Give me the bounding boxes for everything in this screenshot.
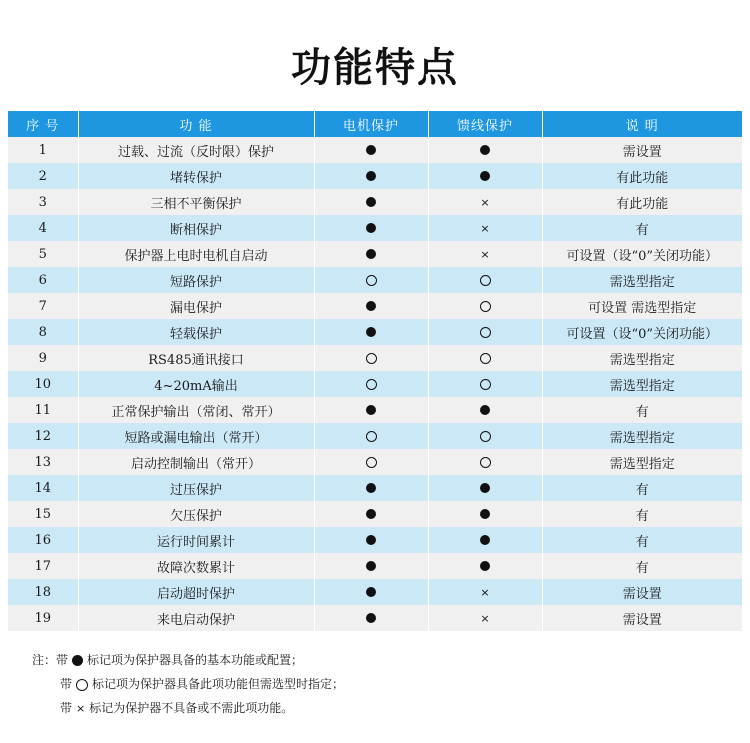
- hollow-circle-icon: [366, 457, 377, 468]
- cell-feeder-protection: [428, 397, 542, 423]
- cell-feeder-protection: [428, 163, 542, 189]
- cell-motor-protection: [314, 189, 428, 215]
- filled-circle-icon: [366, 327, 376, 337]
- cell-function: 启动超时保护: [78, 579, 314, 605]
- filled-circle-icon: [366, 535, 376, 545]
- cell-motor-protection: [314, 397, 428, 423]
- cell-function: 欠压保护: [78, 501, 314, 527]
- hollow-circle-icon: [480, 327, 491, 338]
- cell-description: 需选型指定: [542, 267, 742, 293]
- table-row: [8, 345, 742, 371]
- cell-description: 有: [542, 475, 742, 501]
- cell-description: 有: [542, 215, 742, 241]
- hollow-circle-icon: [480, 379, 491, 390]
- cell-description: 有此功能: [542, 189, 742, 215]
- cell-function: 轻载保护: [78, 319, 314, 345]
- table-row: [8, 241, 742, 267]
- cell-function: 三相不平衡保护: [78, 189, 314, 215]
- cell-description: 有: [542, 553, 742, 579]
- table-row: [8, 189, 742, 215]
- table-row: [8, 267, 742, 293]
- cell-motor-protection: [314, 163, 428, 189]
- cell-function: 过压保护: [78, 475, 314, 501]
- hollow-circle-icon: [76, 679, 88, 691]
- table-row: [8, 137, 742, 163]
- cell-description: 需设置: [542, 137, 742, 163]
- cell-no: 7: [8, 293, 78, 319]
- cell-motor-protection: [314, 579, 428, 605]
- table-row: [8, 423, 742, 449]
- cell-feeder-protection: [428, 449, 542, 475]
- legend-note-text: 标记为保护器不具备或不需此项功能。: [89, 701, 294, 715]
- cell-feeder-protection: [428, 241, 542, 267]
- hollow-circle-icon: [366, 379, 377, 390]
- cell-feeder-protection: [428, 423, 542, 449]
- cell-motor-protection: [314, 215, 428, 241]
- cell-no: 2: [8, 163, 78, 189]
- filled-circle-icon: [366, 587, 376, 597]
- cell-description: 需设置: [542, 579, 742, 605]
- cell-description: 有: [542, 501, 742, 527]
- filled-circle-icon: [366, 613, 376, 623]
- table-row: [8, 163, 742, 189]
- cell-description: 需选型指定: [542, 371, 742, 397]
- cell-description: 有此功能: [542, 163, 742, 189]
- hollow-circle-icon: [366, 431, 377, 442]
- cell-description: 需选型指定: [542, 449, 742, 475]
- filled-circle-icon: [366, 171, 376, 181]
- filled-circle-icon: [480, 171, 490, 181]
- cell-feeder-protection: [428, 579, 542, 605]
- legend-note-text: 标记项为保护器具备此项功能但需选型时指定；: [92, 677, 345, 691]
- filled-circle-icon: [366, 509, 376, 519]
- legend-note-prefix: 带: [60, 677, 73, 691]
- filled-circle-icon: [366, 301, 376, 311]
- legend-note: [32, 696, 344, 720]
- cell-no: 17: [8, 553, 78, 579]
- cell-feeder-protection: [428, 215, 542, 241]
- cross-icon: ×: [480, 221, 490, 235]
- cell-feeder-protection: [428, 605, 542, 631]
- cell-feeder-protection: [428, 345, 542, 371]
- cell-no: 15: [8, 501, 78, 527]
- cell-motor-protection: [314, 345, 428, 371]
- legend-note-prefix: 带: [60, 701, 73, 715]
- cell-motor-protection: [314, 319, 428, 345]
- legend-note-prefix: 注：带: [32, 653, 69, 667]
- cell-motor-protection: [314, 527, 428, 553]
- table-row: [8, 475, 742, 501]
- cross-icon: ×: [76, 702, 86, 715]
- cell-function: 故障次数累计: [78, 553, 314, 579]
- cell-no: 14: [8, 475, 78, 501]
- cell-function: 保护器上电时电机自启动: [78, 241, 314, 267]
- header-motor-protection: 电机保护: [314, 111, 428, 137]
- filled-circle-icon: [480, 405, 490, 415]
- cell-function: 过载、过流（反时限）保护: [78, 137, 314, 163]
- table-header-row: [8, 111, 742, 137]
- hollow-circle-icon: [480, 301, 491, 312]
- cell-no: 13: [8, 449, 78, 475]
- cell-no: 18: [8, 579, 78, 605]
- filled-circle-icon: [480, 561, 490, 571]
- cell-description: 有: [542, 527, 742, 553]
- cell-feeder-protection: [428, 371, 542, 397]
- cell-function: 短路或漏电输出（常开）: [78, 423, 314, 449]
- cell-motor-protection: [314, 241, 428, 267]
- cell-motor-protection: [314, 605, 428, 631]
- page-title: 功能特点: [291, 45, 459, 91]
- legend-note: [32, 648, 344, 672]
- cell-no: 5: [8, 241, 78, 267]
- cross-icon: ×: [480, 611, 490, 625]
- cell-function: 短路保护: [78, 267, 314, 293]
- cell-description: 可设置（设“0”关闭功能）: [542, 319, 742, 345]
- hollow-circle-icon: [366, 353, 377, 364]
- header-description: 说 明: [542, 111, 742, 137]
- cell-function: 启动控制输出（常开）: [78, 449, 314, 475]
- cell-motor-protection: [314, 449, 428, 475]
- header-no: 序 号: [8, 111, 78, 137]
- cell-no: 16: [8, 527, 78, 553]
- hollow-circle-icon: [480, 457, 491, 468]
- cell-feeder-protection: [428, 553, 542, 579]
- cell-description: 需选型指定: [542, 345, 742, 371]
- table-row: [8, 605, 742, 631]
- cross-icon: ×: [480, 195, 490, 209]
- table-row: [8, 319, 742, 345]
- cross-icon: ×: [480, 247, 490, 261]
- cell-no: 3: [8, 189, 78, 215]
- hollow-circle-icon: [480, 275, 491, 286]
- filled-circle-icon: [480, 535, 490, 545]
- cell-feeder-protection: [428, 319, 542, 345]
- cell-no: 11: [8, 397, 78, 423]
- cross-icon: ×: [480, 585, 490, 599]
- cell-feeder-protection: [428, 267, 542, 293]
- cell-feeder-protection: [428, 475, 542, 501]
- cell-no: 4: [8, 215, 78, 241]
- cell-function: 来电启动保护: [78, 605, 314, 631]
- legend-note-text: 标记项为保护器具备的基本功能或配置；: [87, 653, 304, 667]
- table-row: [8, 553, 742, 579]
- cell-feeder-protection: [428, 527, 542, 553]
- table-row: [8, 527, 742, 553]
- filled-circle-icon: [72, 655, 83, 666]
- cell-motor-protection: [314, 553, 428, 579]
- cell-no: 8: [8, 319, 78, 345]
- cell-description: 需设置: [542, 605, 742, 631]
- hollow-circle-icon: [480, 353, 491, 364]
- table-row: [8, 397, 742, 423]
- cell-no: 1: [8, 137, 78, 163]
- filled-circle-icon: [480, 483, 490, 493]
- hollow-circle-icon: [480, 431, 491, 442]
- table-row: [8, 371, 742, 397]
- cell-feeder-protection: [428, 137, 542, 163]
- cell-no: 6: [8, 267, 78, 293]
- cell-no: 12: [8, 423, 78, 449]
- legend-notes: [32, 648, 344, 720]
- filled-circle-icon: [366, 249, 376, 259]
- cell-function: 正常保护输出（常闭、常开）: [78, 397, 314, 423]
- table-row: [8, 501, 742, 527]
- table-row: [8, 293, 742, 319]
- header-feeder-protection: 馈线保护: [428, 111, 542, 137]
- cell-function: 4~20mA输出: [78, 371, 314, 397]
- cell-no: 19: [8, 605, 78, 631]
- filled-circle-icon: [366, 561, 376, 571]
- filled-circle-icon: [366, 483, 376, 493]
- cell-description: 有: [542, 397, 742, 423]
- cell-motor-protection: [314, 423, 428, 449]
- cell-motor-protection: [314, 371, 428, 397]
- table-row: [8, 215, 742, 241]
- hollow-circle-icon: [366, 275, 377, 286]
- cell-motor-protection: [314, 501, 428, 527]
- cell-feeder-protection: [428, 189, 542, 215]
- cell-function: RS485通讯接口: [78, 345, 314, 371]
- cell-motor-protection: [314, 475, 428, 501]
- table-row: [8, 449, 742, 475]
- filled-circle-icon: [366, 405, 376, 415]
- cell-function: 运行时间累计: [78, 527, 314, 553]
- cell-function: 漏电保护: [78, 293, 314, 319]
- filled-circle-icon: [366, 145, 376, 155]
- filled-circle-icon: [366, 197, 376, 207]
- cell-motor-protection: [314, 267, 428, 293]
- header-function: 功 能: [78, 111, 314, 137]
- cell-motor-protection: [314, 137, 428, 163]
- cell-description: 需选型指定: [542, 423, 742, 449]
- cell-function: 断相保护: [78, 215, 314, 241]
- feature-table: [8, 111, 742, 631]
- cell-no: 9: [8, 345, 78, 371]
- cell-function: 堵转保护: [78, 163, 314, 189]
- cell-feeder-protection: [428, 501, 542, 527]
- legend-note: [32, 672, 344, 696]
- cell-feeder-protection: [428, 293, 542, 319]
- filled-circle-icon: [480, 509, 490, 519]
- filled-circle-icon: [366, 223, 376, 233]
- cell-no: 10: [8, 371, 78, 397]
- cell-motor-protection: [314, 293, 428, 319]
- filled-circle-icon: [480, 145, 490, 155]
- cell-description: 可设置（设“0”关闭功能）: [542, 241, 742, 267]
- table-row: [8, 579, 742, 605]
- cell-description: 可设置 需选型指定: [542, 293, 742, 319]
